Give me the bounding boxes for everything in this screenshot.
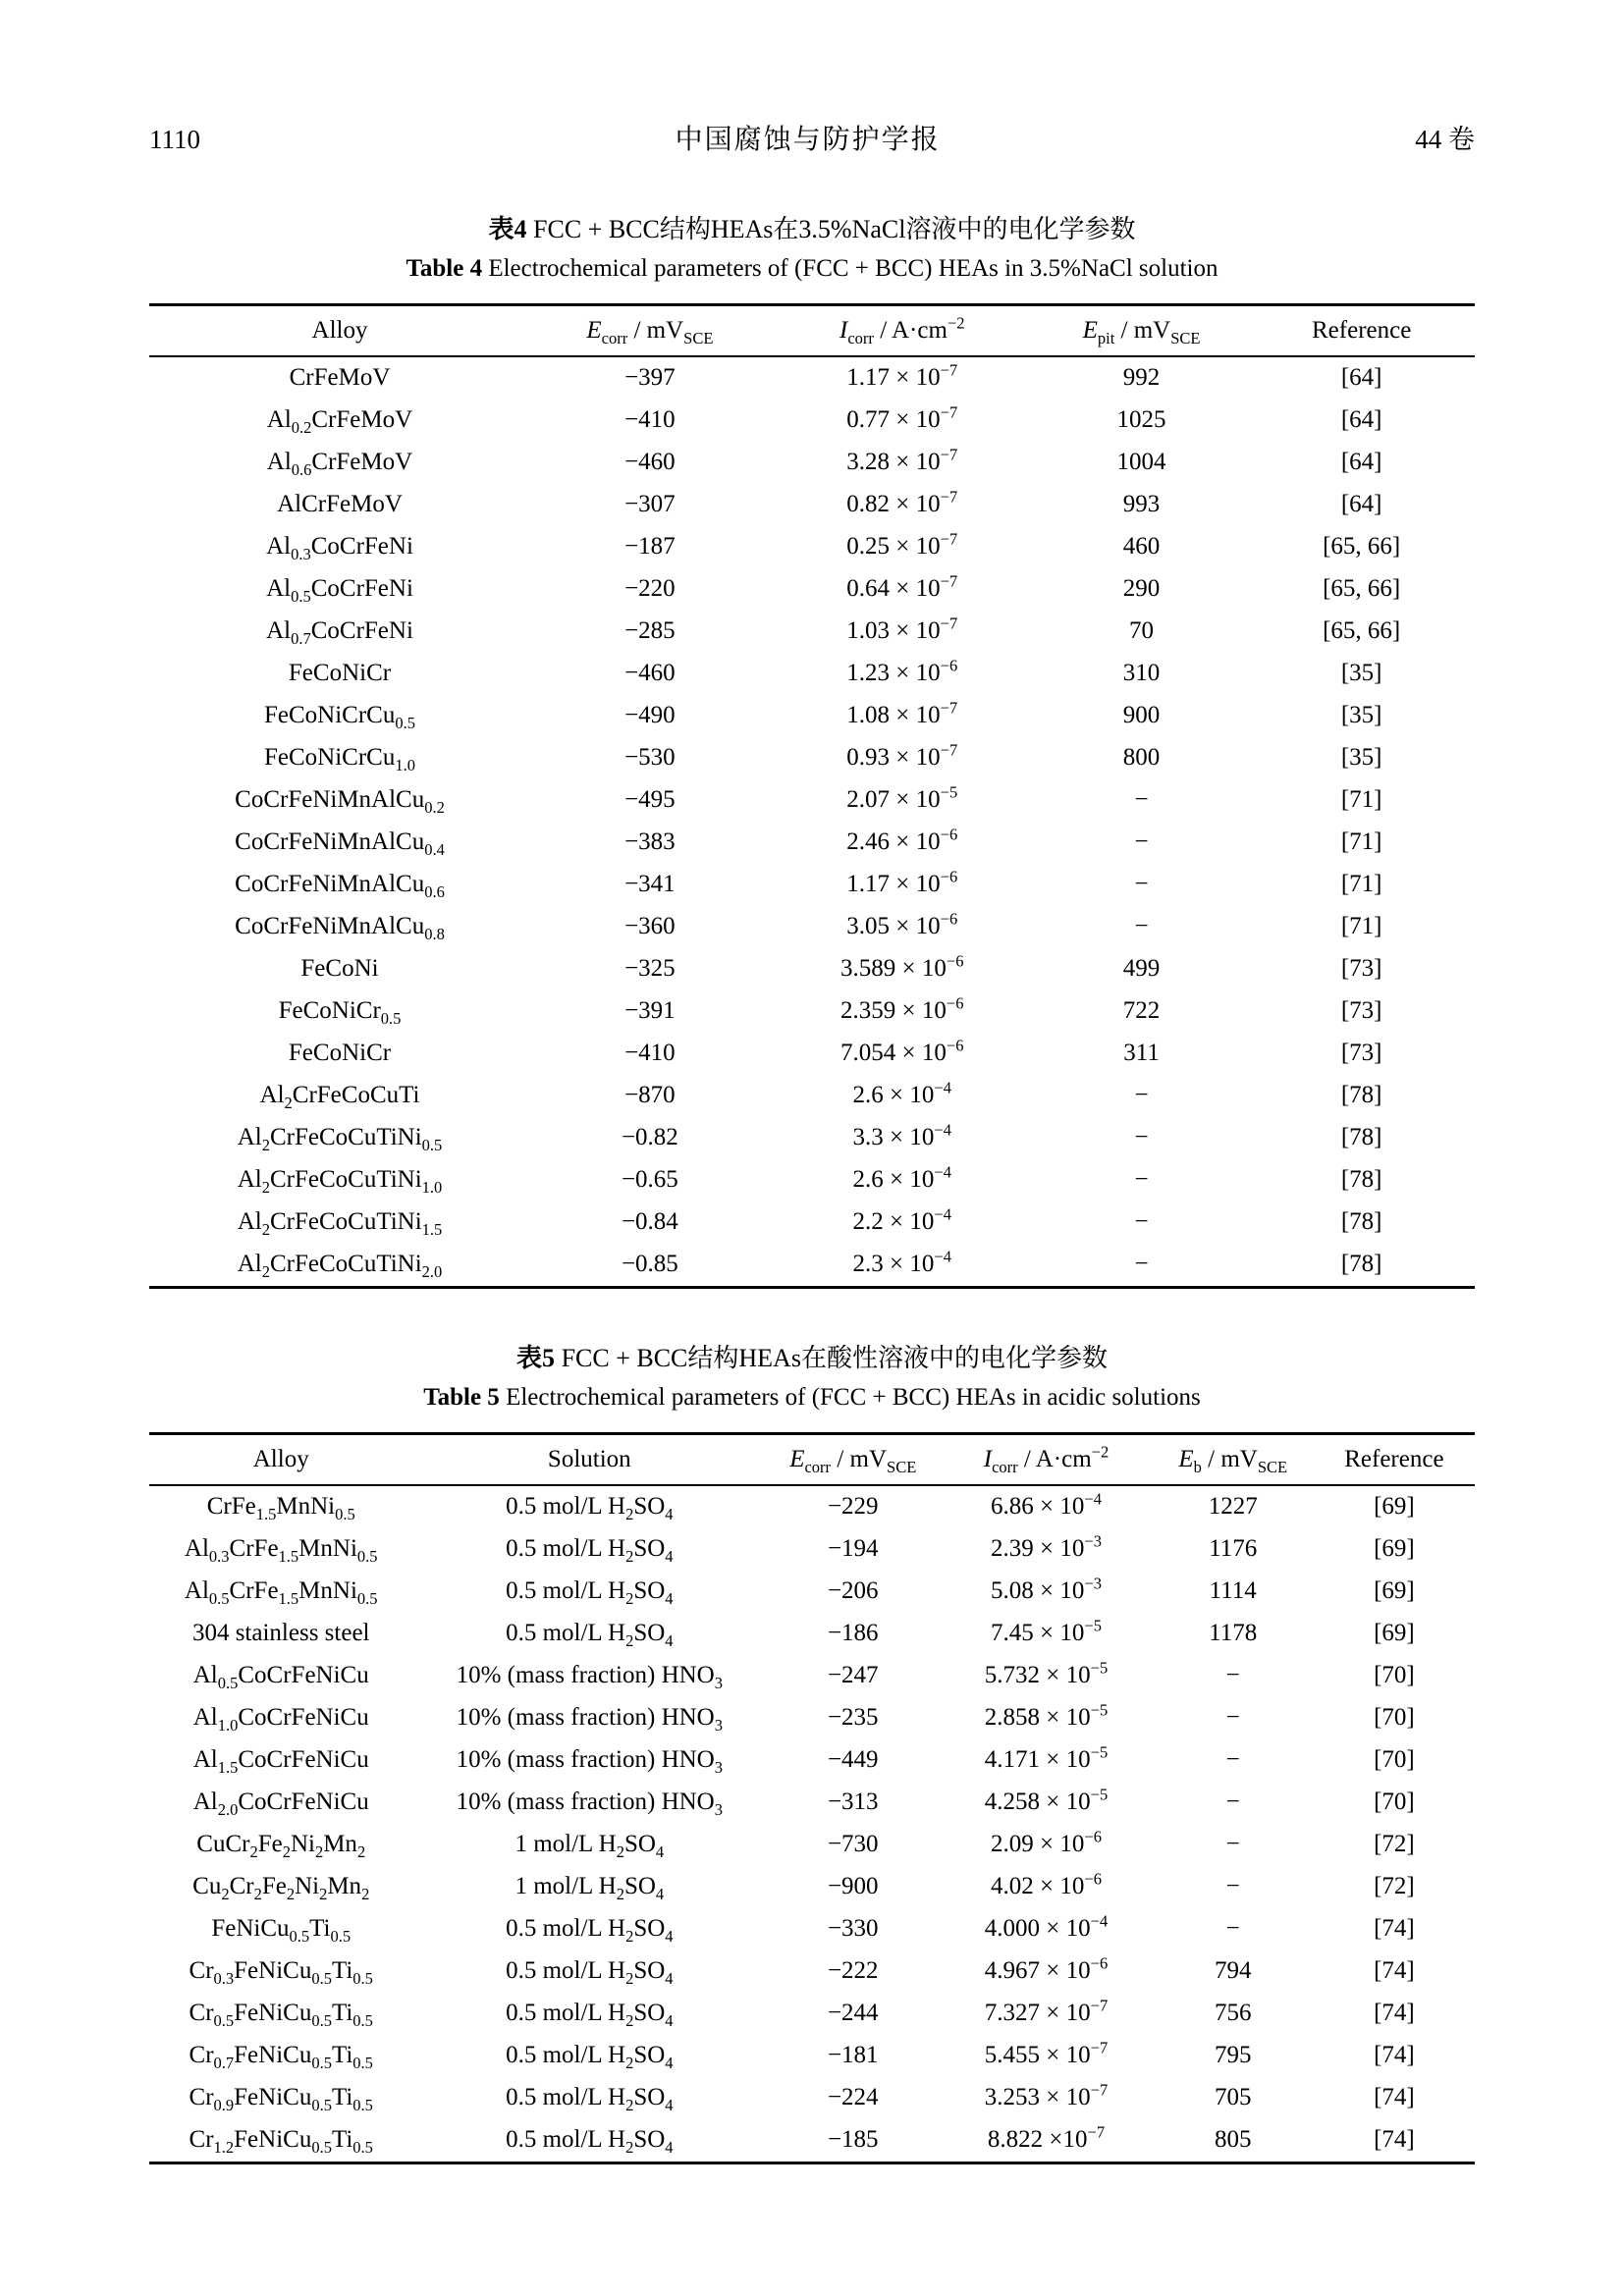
table-cell: $Cr_{1.2}FeNiCu_{0.5}Ti_{0.5}$ — [189, 2126, 373, 2158]
table-cell: [70] — [1374, 1662, 1415, 1689]
table-cell: −181 — [827, 2042, 879, 2069]
table-cell: −325 — [624, 955, 676, 983]
table5-column-header: Reference — [1344, 1445, 1444, 1472]
table-row — [149, 1033, 1475, 1075]
table-row — [149, 611, 1475, 653]
table-row — [149, 526, 1475, 568]
table-cell: −229 — [827, 1493, 879, 1521]
table-cell: −187 — [624, 533, 676, 561]
table-cell: −870 — [624, 1082, 676, 1109]
table-cell: [65, 66] — [1323, 575, 1401, 603]
table-cell: 0.5 mol/L $H_2SO_4$ — [506, 1577, 674, 1609]
table5-caption-en — [149, 1380, 1475, 1415]
table-cell: [64] — [1340, 449, 1382, 476]
table-cell: $Cu_2Cr_2Fe_2Ni_2Mn_2$ — [192, 1873, 370, 1904]
table-cell: FeCoNiCrCu$_{1.0}$ — [264, 744, 415, 775]
table-cell: 800 — [1122, 744, 1161, 772]
table-cell: −0.65 — [621, 1166, 678, 1194]
table-cell: 10% (mass fraction) $HNO_3$ — [456, 1662, 723, 1693]
table-cell: − — [1225, 1662, 1240, 1689]
table-cell: $4.967 \times 10^{-6}$ — [984, 1953, 1109, 1985]
journal-title: 中国腐蚀与防护学报 — [675, 125, 941, 155]
table-cell: 992 — [1122, 364, 1161, 392]
table-row — [149, 1613, 1475, 1655]
table-cell: [65, 66] — [1323, 617, 1401, 645]
table-cell: [78] — [1340, 1124, 1382, 1151]
table-cell: −235 — [827, 1704, 879, 1732]
table-cell: −186 — [827, 1620, 879, 1647]
table-cell: 756 — [1214, 2000, 1252, 2027]
table-cell: −410 — [624, 1040, 676, 1067]
table4-column-header: Reference — [1312, 316, 1412, 344]
table-cell: [65, 66] — [1323, 533, 1401, 561]
table-cell: [74] — [1374, 2126, 1415, 2154]
table-cell: $Al_{0.5}CrFe_{1.5}MnNi_{0.5}$ — [184, 1577, 378, 1609]
table-cell: $2.3 \times 10^{-4}$ — [852, 1247, 951, 1278]
table5-column-header: $I_{corr} / A\cdot cm^{-2}$ — [983, 1442, 1110, 1476]
table-row — [149, 2077, 1475, 2119]
table-cell: − — [1134, 1166, 1149, 1194]
table-cell: 1114 — [1209, 1577, 1257, 1605]
table-cell: [73] — [1340, 1040, 1382, 1067]
table-cell: − — [1134, 828, 1149, 856]
table-cell: CoCrFeNiMnAlCu$_{0.4}$ — [235, 828, 445, 860]
table-cell: $3.28 \times 10^{-7}$ — [846, 445, 958, 476]
table4-column-header: Alloy — [311, 316, 368, 344]
table-cell: $6.86 \times 10^{-4}$ — [991, 1489, 1102, 1521]
table-cell: $3.253 \times 10^{-7}$ — [984, 2080, 1109, 2111]
table-cell: $0.25 \times 10^{-7}$ — [846, 529, 958, 561]
table-cell: −530 — [624, 744, 676, 772]
table5-caption-zh-text: FCC + BCC结构HEAs在酸性溶液中的电化学参数 — [561, 1343, 1108, 1372]
table-cell: − — [1134, 786, 1149, 814]
table-cell: 0.5 mol/L $H_2SO_4$ — [506, 1535, 674, 1567]
table-cell: − — [1225, 1915, 1240, 1943]
table-cell: −730 — [827, 1831, 879, 1858]
table5-column-header: $E_{corr} / mV_{SCE}$ — [789, 1445, 917, 1476]
table-cell: $Al_2CrFeCoCuTiNi_{1.0}$ — [237, 1166, 443, 1198]
table-cell: −224 — [827, 2084, 879, 2111]
table4-caption-zh-text: FCC + BCC结构HEAs在3.5%NaCl溶液中的电化学参数 — [533, 214, 1136, 243]
table-cell: 1 mol/L $H_2SO_4$ — [514, 1831, 665, 1862]
table-row — [149, 1993, 1475, 2035]
table-cell: $0.93 \times 10^{-7}$ — [846, 740, 958, 772]
table-cell: −490 — [624, 702, 676, 729]
table-cell: 705 — [1214, 2084, 1252, 2111]
table-cell: $Al_{0.5}CoCrFeNi$ — [266, 575, 413, 607]
table-cell: 1 mol/L $H_2SO_4$ — [514, 1873, 665, 1904]
table-cell: $7.45 \times 10^{-5}$ — [991, 1616, 1102, 1647]
table-cell: [69] — [1374, 1493, 1415, 1521]
table-row — [149, 737, 1475, 779]
table-cell: [72] — [1374, 1873, 1415, 1900]
table-row — [149, 356, 1475, 400]
table-cell: [70] — [1374, 1746, 1415, 1774]
table-cell: −285 — [624, 617, 676, 645]
table-cell: $Al_{0.6}CrFeMoV$ — [266, 449, 413, 480]
table-row — [149, 864, 1475, 906]
table-cell: −206 — [827, 1577, 879, 1605]
table5-section — [149, 1340, 1475, 2164]
table-cell: − — [1225, 1789, 1240, 1816]
table-row — [149, 1655, 1475, 1697]
table4-column-header: $E_{corr} / mV_{SCE}$ — [586, 316, 714, 347]
table-cell: 310 — [1122, 660, 1161, 687]
table-row — [149, 906, 1475, 948]
table-cell: 460 — [1122, 533, 1161, 561]
table-cell: $1.08 \times 10^{-7}$ — [846, 698, 958, 729]
table-row — [149, 1697, 1475, 1739]
table-cell: $3.589 \times 10^{-6}$ — [840, 951, 964, 983]
table-cell: [35] — [1340, 744, 1382, 772]
table-cell: CoCrFeNiMnAlCu$_{0.8}$ — [235, 913, 445, 944]
table-cell: 1176 — [1209, 1535, 1258, 1563]
table-cell: [74] — [1374, 2000, 1415, 2027]
table-cell: −222 — [827, 1957, 879, 1985]
table-cell: $3.3 \times 10^{-4}$ — [852, 1120, 951, 1151]
table-cell: 0.5 mol/L $H_2SO_4$ — [506, 2042, 674, 2073]
table-cell: [71] — [1340, 786, 1382, 814]
table-cell: [73] — [1340, 955, 1382, 983]
table-cell: $1.23 \times 10^{-6}$ — [846, 656, 958, 687]
table-cell: − — [1134, 1124, 1149, 1151]
table-cell: −244 — [827, 2000, 879, 2027]
table-cell: $1.17 \times 10^{-6}$ — [846, 867, 958, 898]
table-row — [149, 484, 1475, 526]
table-cell: 722 — [1122, 997, 1161, 1025]
table-cell: −185 — [827, 2126, 879, 2154]
table4 — [149, 303, 1475, 1289]
table5-caption-en-prefix: Table 5 — [423, 1384, 500, 1412]
table-cell: CoCrFeNiMnAlCu$_{0.6}$ — [235, 871, 445, 902]
table-cell: − — [1134, 1082, 1149, 1109]
table-cell: −410 — [624, 406, 676, 434]
table-cell: [78] — [1340, 1082, 1382, 1109]
table-cell: [72] — [1374, 1831, 1415, 1858]
table-cell: $2.6 \times 10^{-4}$ — [852, 1162, 951, 1194]
table-cell: 1178 — [1209, 1620, 1258, 1647]
table-row — [149, 1528, 1475, 1571]
table-cell: AlCrFeMoV — [277, 491, 403, 518]
page-number: 1110 — [149, 125, 200, 154]
table-cell: −194 — [827, 1535, 879, 1563]
table-cell: [69] — [1374, 1535, 1415, 1563]
table-cell: [64] — [1340, 364, 1382, 392]
table-cell: $2.6 \times 10^{-4}$ — [852, 1078, 951, 1109]
table-cell: −330 — [827, 1915, 879, 1943]
table-cell: −0.82 — [621, 1124, 678, 1151]
table-cell: [74] — [1374, 2084, 1415, 2111]
table-cell: [78] — [1340, 1251, 1382, 1278]
table-row — [149, 1908, 1475, 1950]
table5-header-row — [149, 1433, 1475, 1485]
table-row — [149, 400, 1475, 442]
table-row — [149, 1866, 1475, 1908]
table-row — [149, 2119, 1475, 2163]
table-cell: − — [1134, 1251, 1149, 1278]
table-row — [149, 948, 1475, 990]
table-cell: − — [1134, 1208, 1149, 1236]
table-cell: $5.455 \times 10^{-7}$ — [984, 2038, 1109, 2069]
table-cell: $CuCr_2Fe_2Ni_2Mn_2$ — [196, 1831, 366, 1862]
table-cell: [78] — [1340, 1166, 1382, 1194]
table4-caption-zh — [149, 211, 1475, 248]
table-cell: FeCoNiCr — [288, 1040, 392, 1067]
table5-body — [149, 1485, 1475, 2163]
table-cell: 805 — [1214, 2126, 1252, 2154]
table-cell: −307 — [624, 491, 676, 518]
table-cell: 900 — [1122, 702, 1161, 729]
table5-caption-zh — [149, 1340, 1475, 1377]
table-cell: $7.327 \times 10^{-7}$ — [984, 1996, 1109, 2027]
table-cell: $Al_{2.0}CoCrFeNiCu$ — [192, 1789, 369, 1820]
table-cell: $Al_2CrFeCoCuTiNi_{2.0}$ — [237, 1251, 443, 1282]
table-row — [149, 1201, 1475, 1244]
table-cell: $FeNiCu_{0.5}Ti_{0.5}$ — [211, 1915, 352, 1947]
table-cell: 0.5 mol/L $H_2SO_4$ — [506, 1915, 674, 1947]
table-row — [149, 822, 1475, 864]
table-cell: 10% (mass fraction) $HNO_3$ — [456, 1746, 723, 1778]
table-cell: $Al_2CrFeCoCuTiNi_{0.5}$ — [237, 1124, 443, 1155]
table-cell: −0.84 — [621, 1208, 678, 1236]
table-cell: − — [1134, 913, 1149, 940]
table-cell: $Al_2CrFeCoCuTiNi_{1.5}$ — [237, 1208, 443, 1240]
table-cell: $Al_{0.7}CoCrFeNi$ — [266, 617, 413, 649]
table-row — [149, 1824, 1475, 1866]
table-cell: $Cr_{0.5}FeNiCu_{0.5}Ti_{0.5}$ — [189, 2000, 373, 2031]
table-cell: $2.39 \times 10^{-3}$ — [991, 1531, 1102, 1563]
table-cell: 1004 — [1116, 449, 1166, 476]
table-cell: 0.5 mol/L $H_2SO_4$ — [506, 1620, 674, 1651]
table-cell: 290 — [1122, 575, 1161, 603]
table-cell: $Al_{1.5}CoCrFeNiCu$ — [192, 1746, 369, 1778]
table-cell: $7.054 \times 10^{-6}$ — [840, 1036, 964, 1067]
table-cell: [74] — [1374, 1957, 1415, 1985]
table-cell: $Al_{0.3}CoCrFeNi$ — [266, 533, 413, 564]
table-cell: [71] — [1340, 871, 1382, 898]
table-cell: $Cr_{0.9}FeNiCu_{0.5}Ti_{0.5}$ — [189, 2084, 373, 2115]
table-cell: FeCoNiCr — [288, 660, 392, 687]
table-cell: [35] — [1340, 702, 1382, 729]
table-cell: −391 — [624, 997, 676, 1025]
table-cell: − — [1134, 871, 1149, 898]
table-cell: 795 — [1214, 2042, 1252, 2069]
table-cell: 0.5 mol/L $H_2SO_4$ — [506, 1957, 674, 1989]
table-row — [149, 1075, 1475, 1117]
table-row — [149, 1244, 1475, 1288]
table-cell: 10% (mass fraction) $HNO_3$ — [456, 1789, 723, 1820]
table-cell: − — [1225, 1704, 1240, 1732]
table-cell: [70] — [1374, 1789, 1415, 1816]
table-cell: −360 — [624, 913, 676, 940]
table4-column-header: $E_{pit} / mV_{SCE}$ — [1082, 316, 1201, 347]
table5-caption-zh-prefix: 表5 — [516, 1343, 556, 1372]
table-cell: 1025 — [1116, 406, 1166, 434]
table-cell: $Al_2CrFeCoCuTi$ — [259, 1082, 420, 1113]
table-cell: −449 — [827, 1746, 879, 1774]
table4-header-row — [149, 304, 1475, 356]
table4-caption-en-text: Electrochemical parameters of (FCC + BCC) HEAs in 3.5%NaCl solution — [488, 255, 1218, 283]
table-row — [149, 568, 1475, 611]
table-cell: 0.5 mol/L $H_2SO_4$ — [506, 2126, 674, 2158]
table-cell: −495 — [624, 786, 676, 814]
table-cell: $2.09 \times 10^{-6}$ — [991, 1827, 1102, 1858]
table-cell: −460 — [624, 449, 676, 476]
table-cell: −460 — [624, 660, 676, 687]
table-cell: $4.171 \times 10^{-5}$ — [984, 1742, 1109, 1774]
table5-column-header: Alloy — [252, 1445, 309, 1472]
table-cell: $Al_{0.5}CoCrFeNiCu$ — [192, 1662, 369, 1693]
table-row — [149, 779, 1475, 822]
table-row — [149, 1571, 1475, 1613]
table-cell: [71] — [1340, 913, 1382, 940]
table-cell: 993 — [1122, 491, 1161, 518]
table-cell: FeCoNi — [300, 955, 379, 983]
table-cell: CoCrFeNiMnAlCu$_{0.2}$ — [235, 786, 445, 818]
table-row — [149, 1739, 1475, 1782]
table4-caption-en-prefix: Table 4 — [406, 255, 483, 283]
table-cell: $0.82 \times 10^{-7}$ — [846, 487, 958, 518]
table-cell: [64] — [1340, 491, 1382, 518]
table-cell: [74] — [1374, 1915, 1415, 1943]
table-row — [149, 1782, 1475, 1824]
table-cell: $4.000 \times 10^{-4}$ — [984, 1911, 1109, 1943]
table-cell: −0.85 — [621, 1251, 678, 1278]
table-cell: 0.5 mol/L $H_2SO_4$ — [506, 1493, 674, 1524]
table-cell: $1.17 \times 10^{-7}$ — [846, 360, 958, 392]
table-cell: CrFe$_{1.5}$MnNi$_{0.5}$ — [206, 1493, 355, 1524]
table-cell: [73] — [1340, 997, 1382, 1025]
table-cell: $Cr_{0.3}FeNiCu_{0.5}Ti_{0.5}$ — [189, 1957, 373, 1989]
table-cell: $2.07 \times 10^{-5}$ — [846, 782, 958, 814]
table-cell: [35] — [1340, 660, 1382, 687]
table-cell: [74] — [1374, 2042, 1415, 2069]
table-cell: 311 — [1123, 1040, 1160, 1067]
table-cell: $3.05 \times 10^{-6}$ — [846, 909, 958, 940]
table-cell: − — [1225, 1746, 1240, 1774]
table-cell: [64] — [1340, 406, 1382, 434]
table-cell: 304 stainless steel — [191, 1620, 370, 1647]
table-cell: $2.46 \times 10^{-6}$ — [846, 825, 958, 856]
running-head — [149, 126, 1475, 156]
table-cell: −341 — [624, 871, 676, 898]
table5-caption-en-text: Electrochemical parameters of (FCC + BCC) HEAs in acidic solutions — [506, 1384, 1201, 1412]
table-cell: −397 — [624, 364, 676, 392]
volume-label: 44 卷 — [1415, 125, 1475, 154]
table5 — [149, 1432, 1475, 2164]
table-row — [149, 1485, 1475, 1528]
table-cell: FeCoNiCr$_{0.5}$ — [278, 997, 402, 1029]
table-row — [149, 1159, 1475, 1201]
table4-body — [149, 356, 1475, 1288]
table-row — [149, 1950, 1475, 1993]
table-cell: $Al_{0.2}CrFeMoV$ — [266, 406, 413, 438]
table-cell: $2.858 \times 10^{-5}$ — [984, 1700, 1109, 1732]
table-cell: $8.822 \times 10^{-7}$ — [987, 2122, 1106, 2154]
table4-column-header: $I_{corr} / A\cdot cm^{-2}$ — [839, 313, 965, 347]
table-cell: [69] — [1374, 1577, 1415, 1605]
table-cell: 0.5 mol/L $H_2SO_4$ — [506, 2084, 674, 2115]
table-cell: −247 — [827, 1662, 879, 1689]
table-row — [149, 1117, 1475, 1159]
table4-caption-zh-prefix: 表4 — [488, 214, 527, 243]
table-row — [149, 653, 1475, 695]
table-cell: $2.359 \times 10^{-6}$ — [840, 993, 964, 1025]
table-row — [149, 442, 1475, 484]
table-cell: [71] — [1340, 828, 1382, 856]
table-cell: − — [1225, 1873, 1240, 1900]
table-cell: 0.5 mol/L $H_2SO_4$ — [506, 2000, 674, 2031]
table-cell: 499 — [1122, 955, 1161, 983]
table-cell: 1227 — [1208, 1493, 1258, 1521]
table-cell: $5.732 \times 10^{-5}$ — [984, 1658, 1109, 1689]
table-cell: [70] — [1374, 1704, 1415, 1732]
table5-column-header: $E_b / mV_{SCE}$ — [1178, 1445, 1288, 1476]
table-cell: $5.08 \times 10^{-3}$ — [991, 1574, 1102, 1605]
table-row — [149, 990, 1475, 1033]
table-cell: −220 — [624, 575, 676, 603]
table-cell: [78] — [1340, 1208, 1382, 1236]
table-cell: $0.64 \times 10^{-7}$ — [846, 571, 958, 603]
table-cell: FeCoNiCrCu$_{0.5}$ — [264, 702, 415, 733]
table-cell: $4.258 \times 10^{-5}$ — [984, 1785, 1109, 1816]
table-cell: 70 — [1129, 617, 1155, 645]
table-cell: 10% (mass fraction) $HNO_3$ — [456, 1704, 723, 1735]
table-cell: − — [1225, 1831, 1240, 1858]
table-cell: −313 — [827, 1789, 879, 1816]
table-cell: $2.2 \times 10^{-4}$ — [852, 1204, 951, 1236]
table-cell: $Al_{1.0}CoCrFeNiCu$ — [192, 1704, 369, 1735]
table-cell: $Cr_{0.7}FeNiCu_{0.5}Ti_{0.5}$ — [189, 2042, 373, 2073]
table-cell: [69] — [1374, 1620, 1415, 1647]
table-row — [149, 695, 1475, 737]
table4-section — [149, 211, 1475, 1289]
table4-caption-en — [149, 251, 1475, 287]
table5-column-header: Solution — [547, 1445, 631, 1472]
table-cell: $4.02 \times 10^{-6}$ — [991, 1869, 1102, 1900]
table-cell: −900 — [827, 1873, 879, 1900]
table-cell: $1.03 \times 10^{-7}$ — [846, 614, 958, 645]
table-cell: 794 — [1214, 1957, 1252, 1985]
table-cell: −383 — [624, 828, 676, 856]
table-cell: $0.77 \times 10^{-7}$ — [846, 402, 958, 434]
table-cell: CrFeMoV — [289, 364, 391, 392]
table-row — [149, 2035, 1475, 2077]
table-cell: $Al_{0.3}CrFe_{1.5}MnNi_{0.5}$ — [184, 1535, 378, 1567]
